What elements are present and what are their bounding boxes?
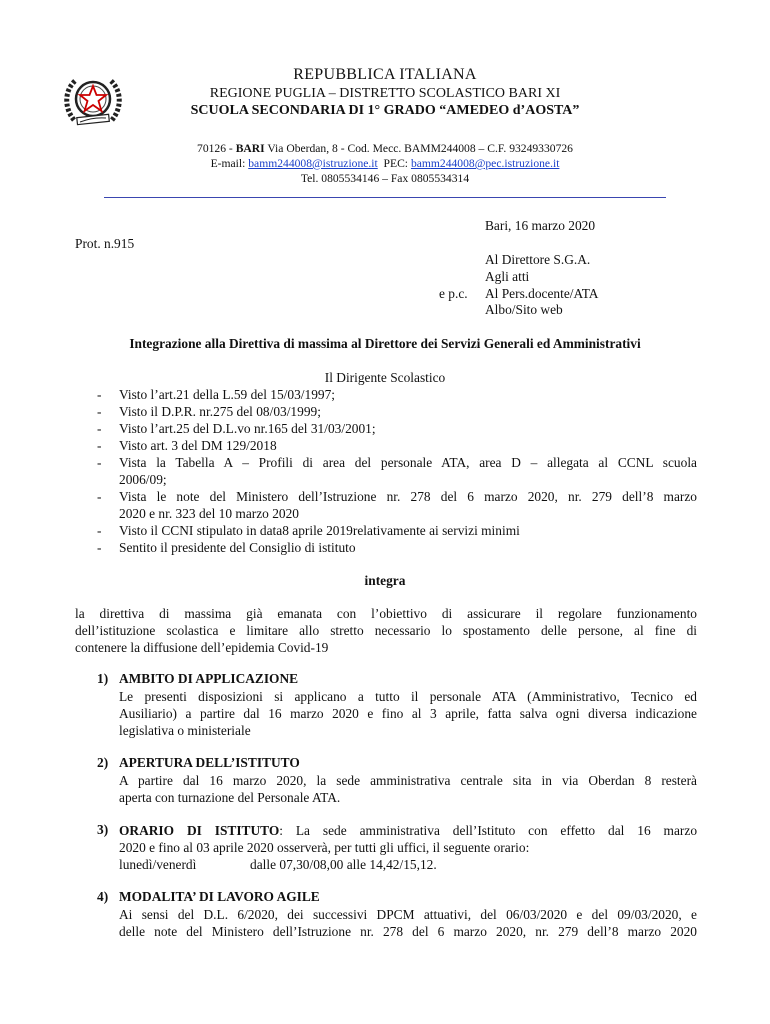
- list-bullet: -: [97, 523, 102, 538]
- protocol-number: Prot. n.915: [75, 236, 135, 251]
- list-bullet: -: [97, 489, 102, 504]
- list-item-continuation: 2020 e nr. 323 del 10 marzo 2020: [119, 506, 299, 521]
- recipient: Al Direttore S.G.A.: [485, 252, 591, 267]
- address-prefix: 70126 -: [197, 142, 236, 155]
- list-item: Visto art. 3 del DM 129/2018: [119, 438, 277, 453]
- recipient: Albo/Sito web: [485, 302, 563, 317]
- section-heading-line: [119, 822, 697, 839]
- section-line: aperta con turnazione del Personale ATA.: [119, 790, 341, 805]
- header-school: SCUOLA SECONDARIA DI 1° GRADO “AMEDEO d’AOSTA”: [190, 103, 580, 118]
- list-item: Visto l’art.21 della L.59 del 15/03/1997;: [119, 387, 336, 402]
- document-author: Il Dirigente Scolastico: [324, 370, 446, 385]
- list-bullet: -: [97, 404, 102, 419]
- header-contacts: [100, 156, 670, 171]
- section-title: AMBITO DI APPLICAZIONE: [119, 671, 299, 686]
- list-bullet: -: [97, 438, 102, 453]
- section-title-rest: : La sede amministrativa dell’Istituto con effetto dal 16 marzo: [279, 823, 698, 838]
- list-bullet: -: [97, 540, 102, 555]
- list-item: Vista la Tabella A – Profili di area del personale ATA, area D – allegata al CCNL scuola: [119, 455, 697, 470]
- section-title: MODALITA’ DI LAVORO AGILE: [119, 889, 320, 904]
- pec-label: PEC:: [377, 157, 411, 170]
- list-bullet: -: [97, 387, 102, 402]
- address-rest: Via Oberdan, 8 - Cod. Mecc. BAMM244008 – C.F. 93249330726: [264, 142, 573, 155]
- email-link[interactable]: bamm244008@istruzione.it: [248, 157, 378, 170]
- cc-label: e p.c.: [439, 286, 468, 301]
- list-item: Visto il CCNI stipulato in data8 aprile 2019relativamente ai servizi minimi: [119, 523, 520, 538]
- section-line: Ai sensi del D.L. 6/2020, dei successivi DPCM attuativi, del 06/03/2020 e del 09/03/2020, e: [119, 907, 697, 922]
- intro-line: la direttiva di massima già emanata con l’obiettivo di assicurare il regolare funzionamento: [75, 606, 697, 621]
- section-line: Le presenti disposizioni si applicano a tutto il personale ATA (Amministrativo, Tecnico ed: [119, 689, 697, 704]
- list-bullet: -: [97, 421, 102, 436]
- section-line: legislativa o ministeriale: [119, 723, 251, 738]
- header-address: [100, 141, 670, 156]
- section-title: APERTURA DELL’ISTITUTO: [119, 755, 300, 770]
- header-divider: [104, 197, 666, 198]
- section-number: 3): [97, 822, 109, 837]
- schedule-day: lunedì/venerdì: [119, 857, 197, 872]
- intro-line: contenere la diffusione dell’epidemia Covid-19: [75, 640, 329, 655]
- intro-line: dell’istituzione scolastica e limitare allo stretto necessario lo spostamento delle persone, al fine di: [75, 623, 697, 638]
- header-region: REGIONE PUGLIA – DISTRETTO SCOLASTICO BARI XI: [209, 86, 561, 101]
- list-item: Visto il D.P.R. nr.275 del 08/03/1999;: [119, 404, 321, 419]
- list-item: Sentito il presidente del Consiglio di istituto: [119, 540, 356, 555]
- section-line: Ausiliario) a partire dal 16 marzo 2020 e fino al 3 aprile, fatta salva ogni diversa indicazione: [119, 706, 697, 721]
- email-label: E-mail:: [210, 157, 249, 170]
- list-item: Visto l’art.25 del D.L.vo nr.165 del 31/03/2001;: [119, 421, 376, 436]
- pec-link[interactable]: bamm244008@pec.istruzione.it: [410, 157, 560, 170]
- section-title: ORARIO DI ISTITUTO: [119, 823, 280, 838]
- section-line: 2020 e fino al 03 aprile 2020 osserverà, per tutti gli uffici, il seguente orario:: [119, 840, 530, 855]
- document-verb: integra: [364, 573, 406, 588]
- header-country: REPUBBLICA ITALIANA: [293, 66, 477, 83]
- document-title: Integrazione alla Direttiva di massima al Direttore dei Servizi Generali ed Amministrativi: [129, 336, 641, 351]
- recipient: Agli atti: [485, 269, 530, 284]
- document-date: Bari, 16 marzo 2020: [485, 218, 596, 233]
- list-item-continuation: 2006/09;: [119, 472, 167, 487]
- list-item: Vista le note del Ministero dell’Istruzione nr. 278 del 6 marzo 2020, nr. 279 dell’8 marzo: [119, 489, 697, 504]
- section-number: 4): [97, 889, 109, 904]
- address-city: BARI: [235, 142, 265, 155]
- list-bullet: -: [97, 455, 102, 470]
- schedule-hours: dalle 07,30/08,00 alle 14,42/15,12.: [250, 857, 437, 872]
- section-line: A partire dal 16 marzo 2020, la sede amministrativa centrale sita in via Oberdan 8 resterà: [119, 773, 697, 788]
- section-line: delle note del Ministero dell’Istruzione nr. 278 del 6 marzo 2020, nr. 279 dell’8 marzo 2020: [119, 924, 697, 939]
- recipient: Al Pers.docente/ATA: [485, 286, 599, 301]
- section-number: 1): [97, 671, 109, 686]
- section-number: 2): [97, 755, 109, 770]
- header-phone: Tel. 0805534146 – Fax 0805534314: [300, 172, 470, 185]
